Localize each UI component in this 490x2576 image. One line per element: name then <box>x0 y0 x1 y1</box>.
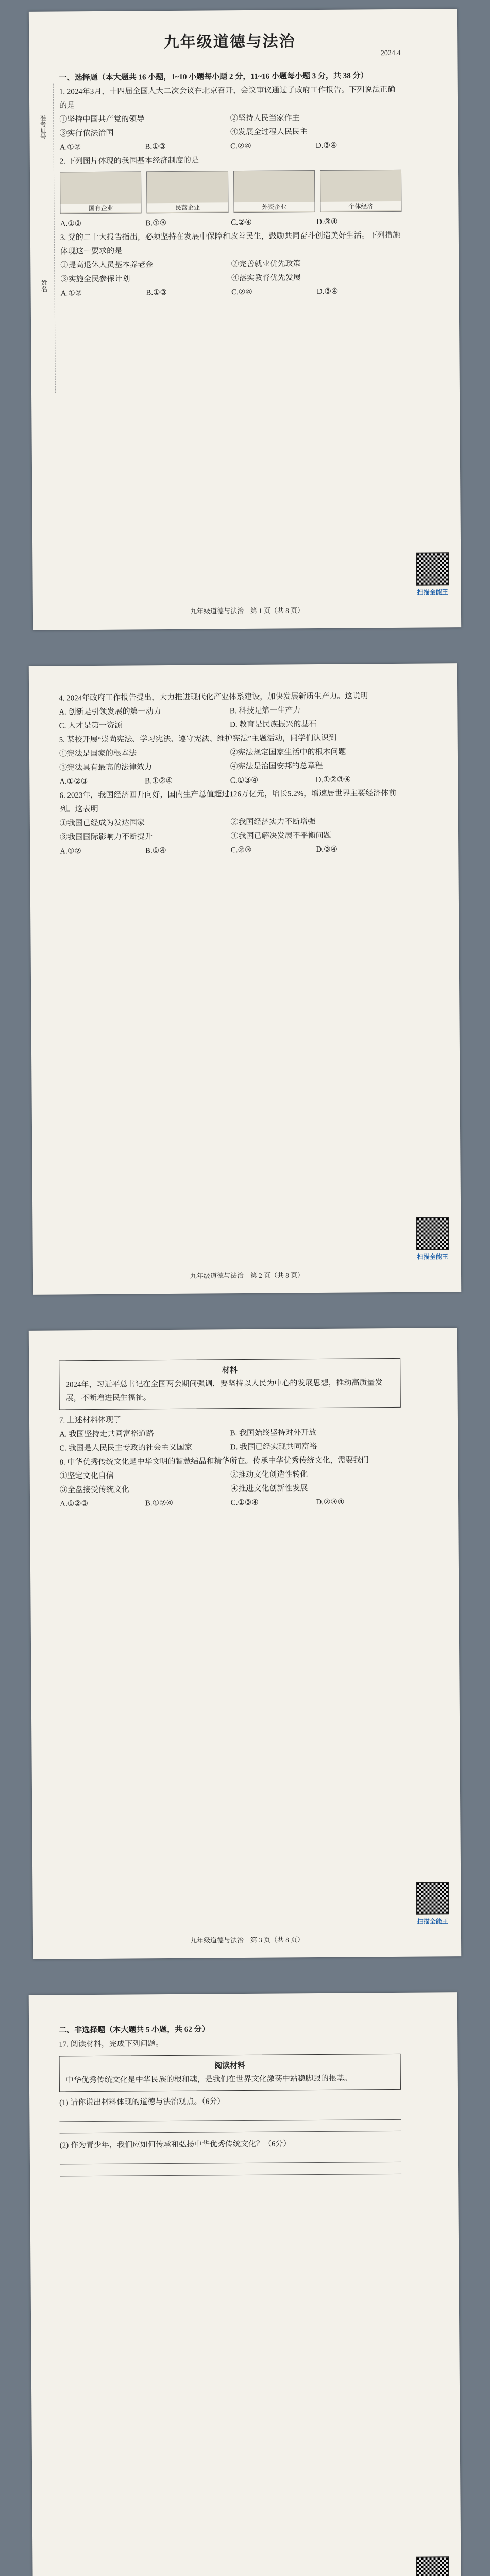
q6-choice: B.①④ <box>145 846 166 855</box>
q6-choice: C.②③ <box>230 845 252 855</box>
q1-choice: C.②④ <box>230 142 251 151</box>
q3-option: ③实施全民参保计划 <box>60 275 130 284</box>
q2-choice: A.①② <box>60 219 82 228</box>
q1-choice: A.①② <box>59 143 81 152</box>
q8-option: ③全盘接受传统文化 <box>59 1485 129 1495</box>
q6-option: ③我国国际影响力不断提升 <box>60 833 153 842</box>
question-2: 2. 下列图片体现的我国基本经济制度的是 <box>59 156 199 166</box>
question-8: 8. 中华优秀传统文化是中华文明的智慧结晶和精华所在。传承中华优秀传统文化，需要我们 <box>59 1456 369 1467</box>
q8-option: ②推动文化创造性转化 <box>230 1470 308 1480</box>
question-17: 17. 阅读材料，完成下列问题。 <box>59 2040 163 2049</box>
exam-page-4 <box>29 1992 462 2576</box>
q2-choice: D.③④ <box>316 217 338 227</box>
photo: 民营企业 <box>146 171 228 213</box>
q3-choice: C.②④ <box>231 287 252 297</box>
question-17-1: (1) 请你说出材料体现的道德与法治观点。（6分） <box>59 2097 225 2107</box>
q8-option: ①坚定文化自信 <box>59 1471 114 1481</box>
page-footer: 九年级道德与法治 第 2 页（共 8 页） <box>190 1271 305 1280</box>
q7-option: D. 我国已经实现共同富裕 <box>230 1443 317 1452</box>
q6-option: ①我国已经成为发达国家 <box>59 819 145 828</box>
q7-option: C. 我国是人民民主专政的社会主义国家 <box>59 1443 192 1453</box>
scanner-watermark <box>414 2556 451 2576</box>
q8-choice: D.②③④ <box>316 1498 345 1507</box>
q4-option: B. 科技是第一生产力 <box>229 706 301 716</box>
binding-margin <box>37 84 56 393</box>
q8-choice: A.①②③ <box>60 1500 89 1509</box>
q1-choice: B.①③ <box>145 143 166 151</box>
q3-option: ④落实教育优先发展 <box>231 274 301 283</box>
material-text: 2024年，习近平总书记在全国两会期间强调，要坚持以人民为中心的发展思想，推动高质量发展，不断增进民生福祉。 <box>65 1379 383 1403</box>
q1-option: ①坚持中国共产党的领导 <box>59 115 145 124</box>
section-heading: 一、选择题（本大题共 16 小题，1~10 小题每小题 2 分，11~16 小题每小题 3 分，共 38 分） <box>59 72 368 82</box>
reading-box <box>59 2054 401 2092</box>
photo: 个体经济 <box>320 170 402 212</box>
q3-choice: B.①③ <box>146 289 167 297</box>
question-5: 5. 某校开展“崇尚宪法、学习宪法、遵守宪法、维护宪法”主题活动，同学们认识到 <box>59 734 337 744</box>
q1-option: ③实行依法治国 <box>59 129 114 138</box>
question-3: 3. 党的二十大报告指出，必须坚持在发展中保障和改善民生，鼓励共同奋斗创造美好生活。下列措施体现这一要求的是 <box>60 231 400 256</box>
q8-choice: B.①②④ <box>145 1499 174 1508</box>
q8-option: ④推进文化创新性发展 <box>230 1484 308 1494</box>
exam-title: 九年级道德与法治 <box>163 33 296 52</box>
exam-date: 2024.4 <box>380 49 401 58</box>
section-heading: 二、非选择题（本大题共 5 小题，共 62 分） <box>59 2025 210 2035</box>
q6-choice: D.③④ <box>316 845 338 854</box>
q1-option: ④发展全过程人民民主 <box>230 128 308 137</box>
reading-box-title: 阅读材料 <box>214 2061 246 2071</box>
q7-option: B. 我国始终坚持对外开放 <box>230 1429 317 1438</box>
page-footer: 九年级道德与法治 第 1 页（共 8 页） <box>190 606 305 615</box>
q8-choice: C.①③④ <box>230 1498 259 1507</box>
reading-box-text: 中华优秀传统文化是中华民族的根和魂，是我们在世界文化激荡中站稳脚跟的根基。 <box>65 2074 352 2085</box>
question-7: 7. 上述材料体现了 <box>59 1416 122 1425</box>
q6-option: ④我国已解决发展不平衡问题 <box>230 831 331 841</box>
q4-option: C. 人才是第一资源 <box>59 721 123 731</box>
scanner-watermark: 扫描全能王 <box>414 1882 451 1925</box>
material-box <box>59 1358 401 1410</box>
q5-choice: C.①③④ <box>230 776 258 785</box>
qr-code-icon <box>416 552 449 585</box>
material-heading: 材料 <box>222 1366 238 1375</box>
q6-choice: A.①② <box>60 847 81 856</box>
q4-option: A. 创新是引领发展的第一动力 <box>59 707 161 717</box>
margin-label-name: 姓名 <box>40 279 48 292</box>
scanner-watermark: 扫描全能王 <box>414 552 451 596</box>
exam-page-2 <box>29 663 461 1295</box>
q3-choice: D.③④ <box>316 287 339 296</box>
q4-option: D. 教育是民族振兴的基石 <box>230 720 317 730</box>
q1-choice: D.③④ <box>315 141 337 150</box>
qr-code-icon <box>416 1882 449 1914</box>
exam-page-3 <box>29 1328 461 1959</box>
q5-option: ①宪法是国家的根本法 <box>59 749 137 758</box>
q2-choice: C.②④ <box>231 218 252 227</box>
margin-label-id: 准考证号 <box>39 114 47 140</box>
answer-line[interactable] <box>59 2120 401 2134</box>
exam-page-1 <box>29 9 461 630</box>
qr-code-icon <box>416 2556 449 2576</box>
q5-option: ③宪法具有最高的法律效力 <box>59 763 153 772</box>
question-6: 6. 2023年，我国经济回升向好，国内生产总值超过126万亿元，增长5.2%，增速居世界主要经济体前列。这表明 <box>59 789 397 814</box>
photo: 外资企业 <box>233 170 315 213</box>
q1-option: ②坚持人民当家作主 <box>230 114 300 123</box>
q5-option: ④宪法是治国安邦的总章程 <box>230 761 323 771</box>
q3-option: ①提高退休人员基本养老金 <box>60 261 154 270</box>
scanner-watermark: 扫描全能王 <box>414 1217 451 1261</box>
q3-option: ②完善就业优先政策 <box>231 260 301 269</box>
q7-option: A. 我国坚持走共同富裕道路 <box>59 1430 154 1439</box>
q5-choice: B.①②④ <box>145 776 173 786</box>
q2-choice: B.①③ <box>145 219 167 228</box>
q5-option: ②宪法规定国家生活中的根本问题 <box>230 748 346 757</box>
answer-line[interactable] <box>60 2162 401 2177</box>
question-4: 4. 2024年政府工作报告提出，大力推进现代化产业体系建设，加快发展新质生产力。这说明 <box>59 692 368 703</box>
q5-choice: D.①②③④ <box>315 775 351 785</box>
q5-choice: A.①②③ <box>59 777 88 786</box>
question-17-2: (2) 作为青少年，我们应如何传承和弘扬中华优秀传统文化？（6分） <box>59 2140 291 2150</box>
page-footer: 九年级道德与法治 第 3 页（共 8 页） <box>190 1936 305 1944</box>
question-1: 1. 2024年3月，十四届全国人大二次会议在北京召开，会议审议通过了政府工作报告。下列说法正确的是 <box>59 85 396 110</box>
q3-choice: A.①② <box>60 289 82 298</box>
q6-option: ②我国经济实力不断增强 <box>230 818 316 827</box>
photo: 国有企业 <box>60 171 142 214</box>
qr-code-icon <box>416 1217 449 1250</box>
